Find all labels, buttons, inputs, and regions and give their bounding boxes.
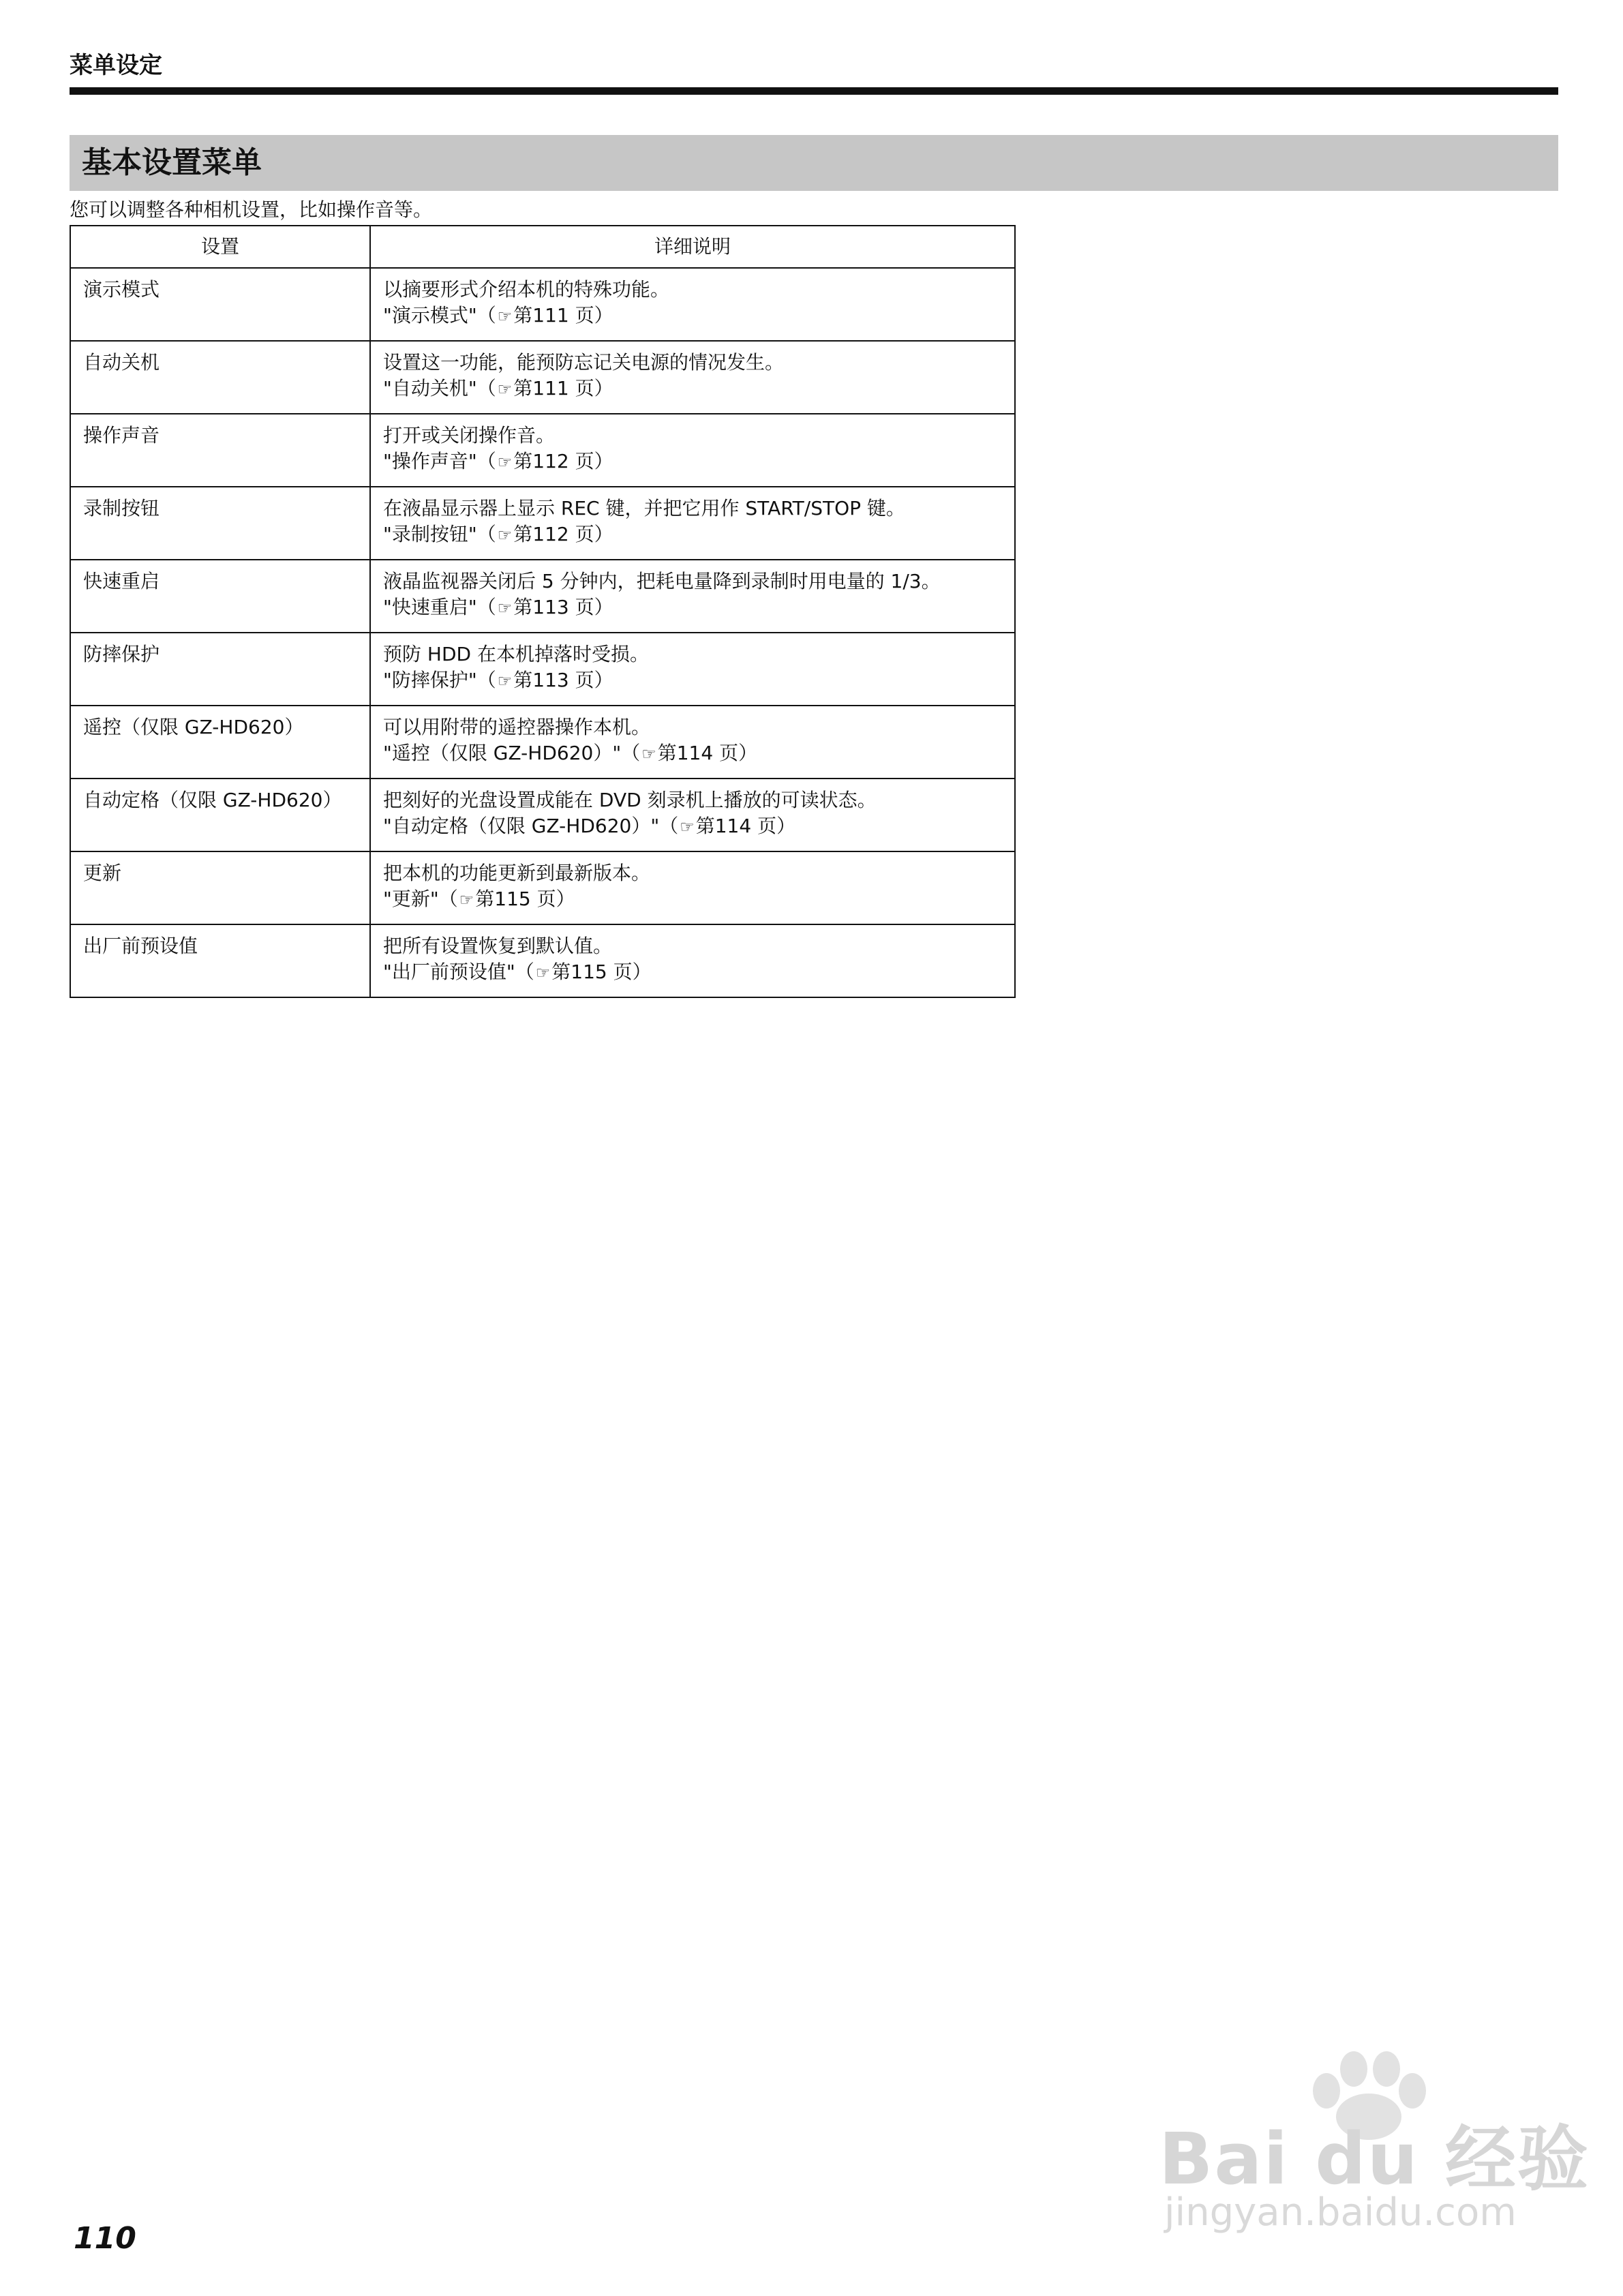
- reference-page: 第112 页）: [513, 450, 613, 472]
- reference-prefix: "快速重启"（: [383, 596, 496, 618]
- reference-page: 第114 页）: [657, 742, 758, 764]
- setting-name-cell: 更新: [70, 851, 370, 924]
- section-title: 基本设置菜单: [82, 145, 262, 180]
- table-row: [70, 414, 1015, 487]
- reference-page: 第114 页）: [695, 815, 796, 837]
- page-reference-link[interactable]: [383, 813, 1003, 840]
- detail-cell: [370, 706, 1015, 779]
- detail-description: 把本机的功能更新到最新版本。: [383, 862, 651, 884]
- reference-page: 第111 页）: [513, 304, 613, 327]
- detail-cell: [370, 487, 1015, 560]
- pointing-hand-icon: ☞: [497, 599, 513, 618]
- reference-page: 第111 页）: [513, 377, 613, 399]
- pointing-hand-icon: ☞: [497, 380, 513, 399]
- pointing-hand-icon: ☞: [459, 890, 474, 909]
- setting-name-cell: 自动定格（仅限 GZ-HD620）: [70, 779, 370, 851]
- table-row: [70, 851, 1015, 924]
- page-reference-link[interactable]: [383, 376, 1003, 402]
- detail-cell: [370, 414, 1015, 487]
- reference-page: 第115 页）: [475, 888, 575, 910]
- pointing-hand-icon: ☞: [680, 817, 695, 836]
- reference-page: 第113 页）: [513, 596, 613, 618]
- pointing-hand-icon: ☞: [497, 453, 513, 472]
- pointing-hand-icon: ☞: [497, 307, 513, 326]
- detail-cell: [370, 851, 1015, 924]
- page-reference-link[interactable]: [383, 740, 1003, 767]
- pointing-hand-icon: ☞: [641, 744, 656, 764]
- reference-prefix: "自动定格（仅限 GZ-HD620）"（: [383, 815, 679, 837]
- table-row: [70, 779, 1015, 851]
- page-reference-link[interactable]: [383, 303, 1003, 329]
- setting-name-cell: 操作声音: [70, 414, 370, 487]
- page-header-title: 菜单设定: [70, 52, 162, 79]
- page-reference-link[interactable]: [383, 449, 1003, 475]
- watermark: [1159, 2049, 1590, 2253]
- detail-cell: [370, 633, 1015, 706]
- detail-cell: [370, 268, 1015, 341]
- table-body: [70, 268, 1015, 997]
- column-header-setting: 设置: [70, 226, 370, 268]
- detail-description: 在液晶显示器上显示 REC 键，并把它用作 START/STOP 键。: [383, 497, 905, 519]
- detail-description: 设置这一功能，能预防忘记关电源的情况发生。: [383, 351, 785, 374]
- watermark-url: jingyan.baidu.com: [1164, 2190, 1517, 2235]
- detail-cell: [370, 779, 1015, 851]
- column-header-detail: 详细说明: [370, 226, 1015, 268]
- reference-prefix: "出厂前预设值"（: [383, 961, 534, 983]
- pointing-hand-icon: ☞: [497, 671, 513, 691]
- page-reference-link[interactable]: [383, 886, 1003, 913]
- pointing-hand-icon: ☞: [497, 526, 513, 545]
- setting-name-cell: 遥控（仅限 GZ-HD620）: [70, 706, 370, 779]
- page-number: 110: [74, 2221, 136, 2256]
- reference-prefix: "操作声音"（: [383, 450, 496, 472]
- setting-name-cell: 防摔保护: [70, 633, 370, 706]
- table-row: [70, 924, 1015, 997]
- table-row: [70, 487, 1015, 560]
- reference-page: 第113 页）: [513, 669, 613, 691]
- detail-description: 把所有设置恢复到默认值。: [383, 935, 613, 957]
- settings-table: [70, 225, 1016, 998]
- table-row: [70, 268, 1015, 341]
- table-row: [70, 633, 1015, 706]
- table-row: [70, 706, 1015, 779]
- setting-name-cell: 出厂前预设值: [70, 924, 370, 997]
- reference-prefix: "防摔保护"（: [383, 669, 496, 691]
- table-row: [70, 341, 1015, 414]
- reference-page: 第115 页）: [551, 961, 652, 983]
- detail-description: 以摘要形式介绍本机的特殊功能。: [383, 278, 670, 301]
- page-reference-link[interactable]: [383, 594, 1003, 621]
- detail-cell: [370, 560, 1015, 633]
- page-reference-link[interactable]: [383, 667, 1003, 694]
- pointing-hand-icon: ☞: [535, 963, 551, 982]
- section-title-bar: [70, 135, 1558, 191]
- intro-text: 您可以调整各种相机设置，比如操作音等。: [70, 198, 433, 221]
- detail-description: 可以用附带的遥控器操作本机。: [383, 716, 651, 738]
- table-header-row: [70, 226, 1015, 268]
- reference-prefix: "更新"（: [383, 888, 458, 910]
- detail-description: 预防 HDD 在本机掉落时受损。: [383, 643, 649, 665]
- reference-prefix: "自动关机"（: [383, 377, 496, 399]
- table-row: [70, 560, 1015, 633]
- setting-name-cell: 演示模式: [70, 268, 370, 341]
- watermark-brand: Bai du 经验: [1159, 2117, 1590, 2201]
- reference-page: 第112 页）: [513, 523, 613, 545]
- reference-prefix: "演示模式"（: [383, 304, 496, 327]
- setting-name-cell: 快速重启: [70, 560, 370, 633]
- page-reference-link[interactable]: [383, 522, 1003, 548]
- header-rule: [70, 87, 1558, 95]
- setting-name-cell: 录制按钮: [70, 487, 370, 560]
- detail-cell: [370, 341, 1015, 414]
- setting-name-cell: 自动关机: [70, 341, 370, 414]
- reference-prefix: "录制按钮"（: [383, 523, 496, 545]
- detail-cell: [370, 924, 1015, 997]
- detail-description: 打开或关闭操作音。: [383, 424, 556, 447]
- detail-description: 把刻好的光盘设置成能在 DVD 刻录机上播放的可读状态。: [383, 789, 877, 811]
- reference-prefix: "遥控（仅限 GZ-HD620）"（: [383, 742, 641, 764]
- page-reference-link[interactable]: [383, 959, 1003, 986]
- detail-description: 液晶监视器关闭后 5 分钟内，把耗电量降到录制时用电量的 1/3。: [383, 570, 941, 592]
